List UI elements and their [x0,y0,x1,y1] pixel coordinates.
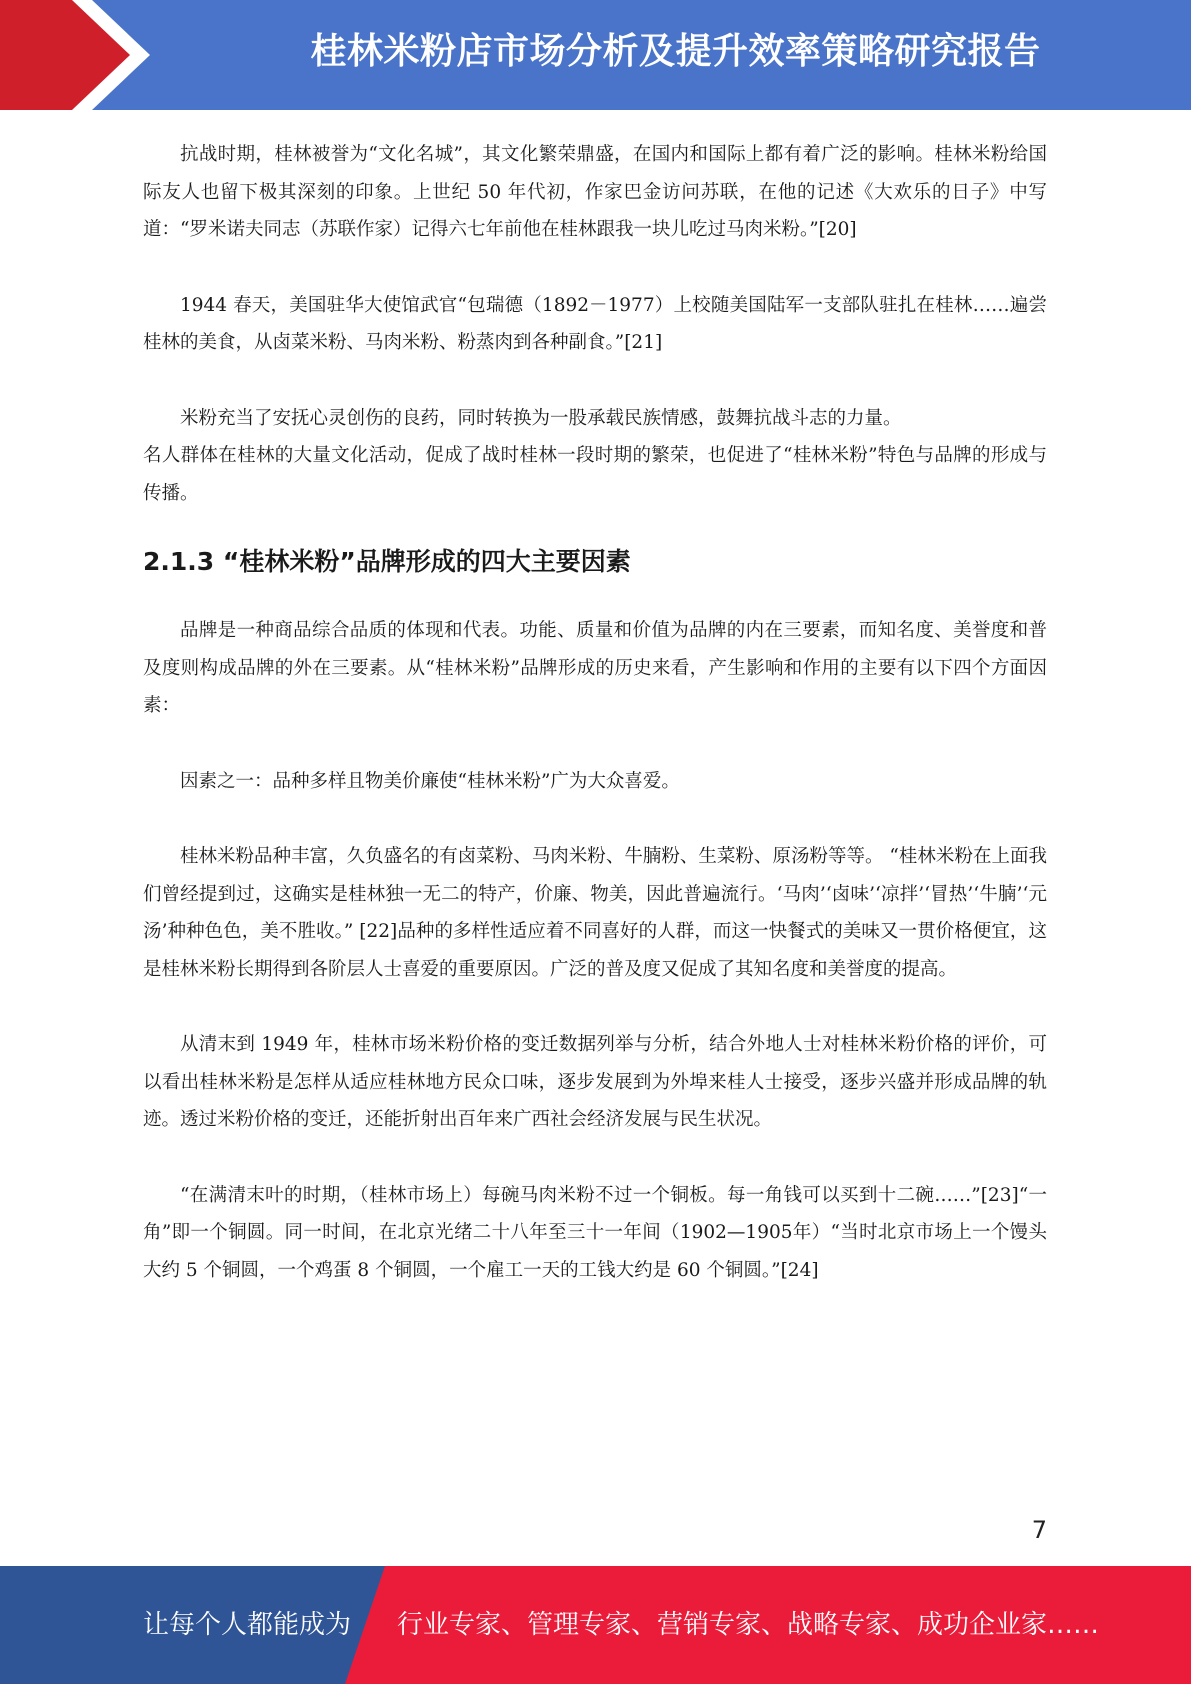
footer-slogan-left: 让每个人都能成为 [143,1610,352,1640]
paragraph: 品牌是一种商品综合品质的体现和代表。功能、质量和价值为品牌的内在三要素，而知名度、美誉度和普及度则构成品牌的外在三要素。从“桂林米粉”品牌形成的历史来看，产生影响和作用的主要有以下四个方面因素： [143,620,1047,716]
paragraph: 名人群体在桂林的大量文化活动，促成了战时桂林一段时期的繁荣，也促进了“桂林米粉”特色与品牌的形成与传播。 [143,445,1047,504]
footer-slogan-right: 行业专家、管理专家、营销专家、战略专家、成功企业家…… [397,1610,1100,1640]
document-title: 桂林米粉店市场分析及提升效率策略研究报告 [310,31,1041,72]
paragraph: “在满清末叶的时期，（桂林市场上）每碗马肉米粉不过一个铜板。每一角钱可以买到十二碗……”[23]“一角”即一个铜圆。同一时间，在北京光绪二十八年至三十一年间（1902—1905年）“当时北京市场上一个馒头大约 5 个铜圆，一个鸡蛋 8 个铜圆，一个雇工一天的工钱大约是 60 个铜圆。”[24] [143,1184,1047,1281]
paragraph: 米粉充当了安抚心灵创伤的良药，同时转换为一股承载民族情感，鼓舞抗战斗志的力量。 [180,407,902,429]
footer-bar [0,1566,1191,1684]
page-number: 7 [1031,1516,1047,1544]
paragraph: 因素之一：品种多样且物美价廉使“桂林米粉”广为大众喜爱。 [180,770,680,792]
header-arrow-decoration [0,0,160,110]
header-bar [0,0,1191,110]
document-body [143,136,1047,1289]
paragraph: 抗战时期，桂林被誉为“文化名城”，其文化繁荣鼎盛，在国内和国际上都有着广泛的影响。桂林米粉给国际友人也留下极其深刻的印象。上世纪 50 年代初，作家巴金访问苏联，在他的记述《大欢乐的日子》中写道：“罗米诺夫同志（苏联作家）记得六七年前他在桂林跟我一块儿吃过马肉米粉。”[20] [143,144,1047,240]
paragraph: 1944 春天，美国驻华大使馆武官“包瑞德（1892－1977）上校随美国陆军一支部队驻扎在桂林……遍尝桂林的美食，从卤菜米粉、马肉米粉、粉蒸肉到各种副食。”[21] [143,294,1047,353]
paragraph: 桂林米粉品种丰富，久负盛名的有卤菜粉、马肉米粉、牛腩粉、生菜粉、原汤粉等等。 “桂林米粉在上面我们曾经提到过，这确实是桂林独一无二的特产，价廉、物美，因此普遍流行。‘马肉’‘卤味’‘凉拌’‘冒热’‘牛腩’‘元汤’种种色色，美不胜收。” [22]品种的多样性适应着不同喜好的人群，而这一快餐式的美味又一贯价格便宜，这是桂林米粉长期得到各阶层人士喜爱的重要原因。广泛的普及度又促成了其知名度和美誉度的提高。 [143,846,1047,980]
section-heading: 2.1.3 “桂林米粉”品牌形成的四大主要因素 [143,547,631,576]
paragraph: 从清末到 1949 年，桂林市场米粉价格的变迁数据列举与分析，结合外地人士对桂林米粉价格的评价，可以看出桂林米粉是怎样从适应桂林地方民众口味，逐步发展到为外埠来桂人士接受，逐步兴盛并形成品牌的轨迹。透过米粉价格的变迁，还能折射出百年来广西社会经济发展与民生状况。 [143,1034,1047,1130]
